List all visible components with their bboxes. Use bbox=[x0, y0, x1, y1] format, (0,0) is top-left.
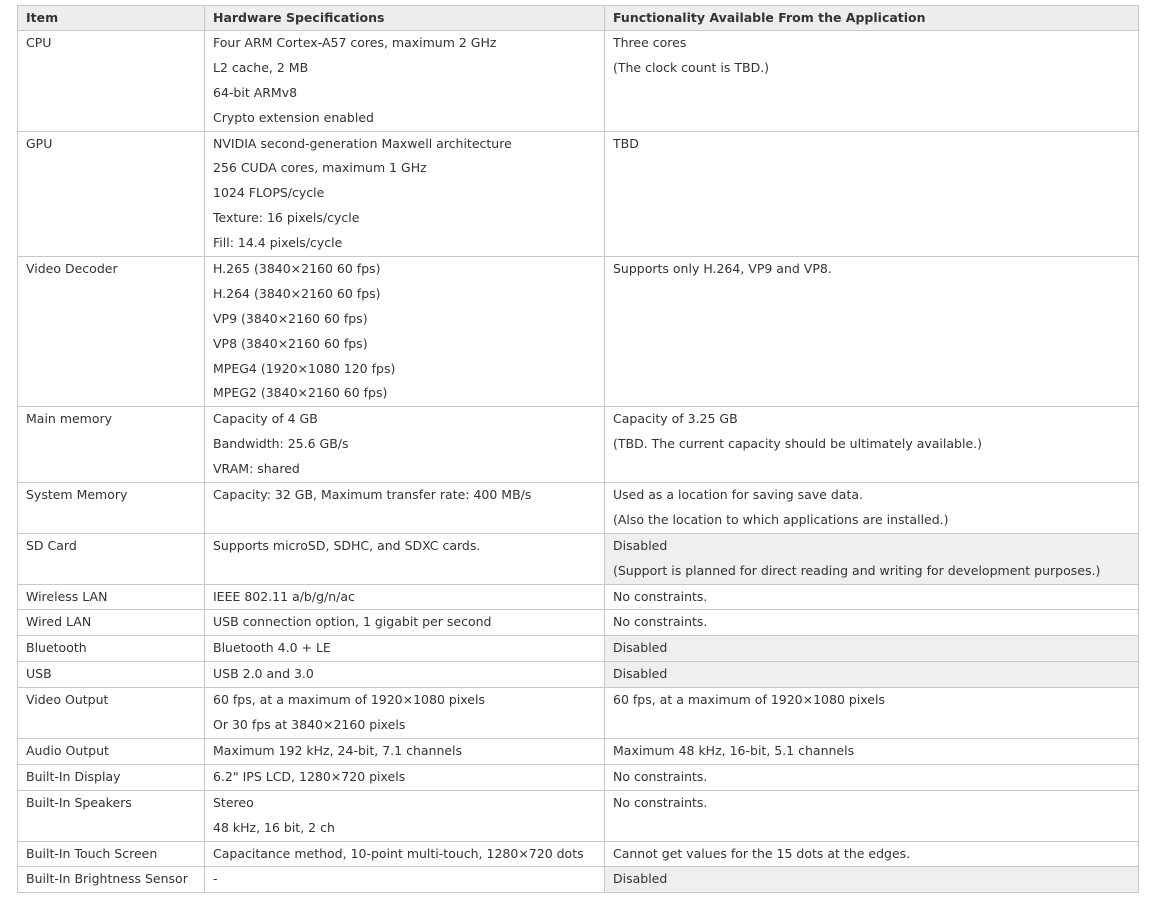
item-cell bbox=[18, 790, 205, 841]
item-cell bbox=[18, 407, 205, 483]
application-functionality-cell bbox=[605, 31, 1139, 132]
application-functionality-cell bbox=[605, 257, 1139, 407]
table-row bbox=[18, 662, 1139, 688]
item-name: Video Decoder bbox=[26, 261, 118, 277]
application-functionality-line: Capacity of 3.25 GB bbox=[613, 411, 738, 427]
item-name: System Memory bbox=[26, 487, 128, 503]
hardware-spec-line: VP9 (3840×2160 60 fps) bbox=[213, 310, 368, 326]
item-cell bbox=[18, 131, 205, 256]
application-functionality-cell bbox=[605, 407, 1139, 483]
item-cell bbox=[18, 483, 205, 534]
application-functionality-cell bbox=[605, 867, 1139, 893]
hardware-spec-cell bbox=[205, 764, 605, 790]
application-functionality-line: TBD bbox=[613, 135, 639, 151]
hardware-spec-line: 64-bit ARMv8 bbox=[213, 84, 298, 100]
hardware-spec-cell bbox=[205, 257, 605, 407]
application-functionality-cell bbox=[605, 841, 1139, 867]
hardware-spec-line: Capacity of 4 GB bbox=[213, 411, 318, 427]
hardware-spec-cell bbox=[205, 688, 605, 739]
table-row bbox=[18, 483, 1139, 534]
table-row bbox=[18, 610, 1139, 636]
application-functionality-line: (TBD. The current capacity should be ultimately available.) bbox=[613, 436, 982, 452]
spec-table bbox=[17, 5, 1139, 893]
table-row bbox=[18, 31, 1139, 132]
application-functionality-cell bbox=[605, 131, 1139, 256]
hardware-spec-line: 60 fps, at a maximum of 1920×1080 pixels bbox=[213, 692, 485, 708]
table-row bbox=[18, 131, 1139, 256]
hardware-spec-line: Capacitance method, 10-point multi-touch, 1280×720 dots bbox=[213, 845, 584, 861]
hardware-spec-line: Stereo bbox=[213, 794, 254, 810]
item-cell bbox=[18, 584, 205, 610]
table-row bbox=[18, 867, 1139, 893]
header-item: Item bbox=[18, 6, 205, 31]
item-name: Bluetooth bbox=[26, 640, 87, 656]
application-functionality-line: Maximum 48 kHz, 16-bit, 5.1 channels bbox=[613, 742, 855, 758]
hardware-spec-cell bbox=[205, 636, 605, 662]
hardware-spec-line: MPEG4 (1920×1080 120 fps) bbox=[213, 360, 396, 376]
item-name: Wireless LAN bbox=[26, 588, 108, 604]
hardware-spec-line: VP8 (3840×2160 60 fps) bbox=[213, 335, 368, 351]
application-functionality-line: No constraints. bbox=[613, 768, 708, 784]
item-name: Built-In Brightness Sensor bbox=[26, 871, 188, 887]
item-name: Audio Output bbox=[26, 742, 109, 758]
table-header bbox=[18, 6, 1139, 31]
hardware-spec-line: 256 CUDA cores, maximum 1 GHz bbox=[213, 160, 427, 176]
table-row bbox=[18, 257, 1139, 407]
hardware-spec-line: MPEG2 (3840×2160 60 fps) bbox=[213, 385, 388, 401]
hardware-spec-line: 48 kHz, 16 bit, 2 ch bbox=[213, 819, 335, 835]
table-row bbox=[18, 841, 1139, 867]
hardware-spec-line: 1024 FLOPS/cycle bbox=[213, 185, 325, 201]
hardware-spec-line: - bbox=[213, 871, 218, 887]
hardware-spec-line: H.264 (3840×2160 60 fps) bbox=[213, 285, 381, 301]
item-cell bbox=[18, 31, 205, 132]
application-functionality-cell bbox=[605, 662, 1139, 688]
item-cell bbox=[18, 257, 205, 407]
application-functionality-line: (Also the location to which applications are installed.) bbox=[613, 511, 949, 527]
application-functionality-line: (Support is planned for direct reading and writing for development purposes.) bbox=[613, 562, 1101, 578]
hardware-spec-line: 6.2" IPS LCD, 1280×720 pixels bbox=[213, 768, 406, 784]
hardware-spec-line: Or 30 fps at 3840×2160 pixels bbox=[213, 717, 406, 733]
application-functionality-line: Three cores bbox=[613, 35, 687, 50]
application-functionality-line: No constraints. bbox=[613, 588, 708, 604]
item-name: Built-In Touch Screen bbox=[26, 845, 158, 861]
hardware-spec-line: Maximum 192 kHz, 24-bit, 7.1 channels bbox=[213, 742, 463, 758]
item-name: SD Card bbox=[26, 537, 77, 553]
hardware-spec-line: Bluetooth 4.0 + LE bbox=[213, 640, 331, 656]
table-row bbox=[18, 790, 1139, 841]
hardware-spec-cell bbox=[205, 867, 605, 893]
item-cell bbox=[18, 636, 205, 662]
application-functionality-cell bbox=[605, 764, 1139, 790]
hardware-spec-line: Four ARM Cortex-A57 cores, maximum 2 GHz bbox=[213, 35, 497, 50]
table-row bbox=[18, 636, 1139, 662]
table-row bbox=[18, 584, 1139, 610]
hardware-spec-line: H.265 (3840×2160 60 fps) bbox=[213, 261, 381, 277]
item-cell bbox=[18, 867, 205, 893]
item-cell bbox=[18, 610, 205, 636]
hardware-spec-cell bbox=[205, 841, 605, 867]
application-functionality-cell bbox=[605, 533, 1139, 584]
item-cell bbox=[18, 662, 205, 688]
hardware-spec-line: VRAM: shared bbox=[213, 461, 300, 477]
item-cell bbox=[18, 764, 205, 790]
item-cell bbox=[18, 841, 205, 867]
item-name: GPU bbox=[26, 135, 53, 151]
item-name: CPU bbox=[26, 35, 52, 50]
hardware-spec-line: Capacity: 32 GB, Maximum transfer rate: 400 MB/s bbox=[213, 487, 532, 503]
application-functionality-line: Disabled bbox=[613, 537, 668, 553]
hardware-spec-cell bbox=[205, 533, 605, 584]
item-name: Built-In Speakers bbox=[26, 794, 132, 810]
hardware-spec-line: Fill: 14.4 pixels/cycle bbox=[213, 235, 343, 251]
hardware-spec-line: USB connection option, 1 gigabit per second bbox=[213, 614, 492, 630]
hardware-spec-cell bbox=[205, 31, 605, 132]
hardware-spec-cell bbox=[205, 131, 605, 256]
table-row bbox=[18, 764, 1139, 790]
item-name: Wired LAN bbox=[26, 614, 92, 630]
application-functionality-line: No constraints. bbox=[613, 794, 708, 810]
item-name: USB bbox=[26, 666, 52, 682]
hardware-spec-cell bbox=[205, 483, 605, 534]
table-row bbox=[18, 407, 1139, 483]
application-functionality-cell bbox=[605, 738, 1139, 764]
application-functionality-cell bbox=[605, 610, 1139, 636]
hardware-spec-line: USB 2.0 and 3.0 bbox=[213, 666, 314, 682]
hardware-spec-cell bbox=[205, 662, 605, 688]
item-cell bbox=[18, 688, 205, 739]
hardware-spec-cell bbox=[205, 584, 605, 610]
item-name: Video Output bbox=[26, 692, 109, 708]
application-functionality-line: Disabled bbox=[613, 666, 668, 682]
application-functionality-cell bbox=[605, 688, 1139, 739]
hardware-spec-cell bbox=[205, 407, 605, 483]
application-functionality-cell bbox=[605, 636, 1139, 662]
hardware-spec-line: NVIDIA second-generation Maxwell architecture bbox=[213, 135, 512, 151]
hardware-spec-line: Supports microSD, SDHC, and SDXC cards. bbox=[213, 537, 481, 553]
application-functionality-line: No constraints. bbox=[613, 614, 708, 630]
application-functionality-line: 60 fps, at a maximum of 1920×1080 pixels bbox=[613, 692, 885, 708]
hardware-spec-cell bbox=[205, 610, 605, 636]
hardware-spec-line: Bandwidth: 25.6 GB/s bbox=[213, 436, 349, 452]
table-body bbox=[18, 31, 1139, 893]
header-application-functionality: Functionality Available From the Application bbox=[605, 6, 1139, 31]
application-functionality-line: Cannot get values for the 15 dots at the edges. bbox=[613, 845, 911, 861]
application-functionality-line: Supports only H.264, VP9 and VP8. bbox=[613, 261, 832, 277]
table-row bbox=[18, 533, 1139, 584]
hardware-spec-line: L2 cache, 2 MB bbox=[213, 59, 309, 75]
hardware-spec-cell bbox=[205, 738, 605, 764]
application-functionality-line: Used as a location for saving save data. bbox=[613, 487, 864, 503]
application-functionality-cell bbox=[605, 584, 1139, 610]
item-name: Built-In Display bbox=[26, 768, 121, 784]
hardware-spec-line: Texture: 16 pixels/cycle bbox=[213, 210, 360, 226]
hardware-spec-line: IEEE 802.11 a/b/g/n/ac bbox=[213, 588, 355, 604]
application-functionality-cell bbox=[605, 790, 1139, 841]
application-functionality-cell bbox=[605, 483, 1139, 534]
hardware-spec-cell bbox=[205, 790, 605, 841]
hardware-spec-line: Crypto extension enabled bbox=[213, 109, 374, 125]
header-hardware-specifications: Hardware Specifications bbox=[205, 6, 605, 31]
table-row bbox=[18, 738, 1139, 764]
header-row bbox=[18, 6, 1139, 31]
item-cell bbox=[18, 738, 205, 764]
item-name: Main memory bbox=[26, 411, 113, 427]
application-functionality-line: Disabled bbox=[613, 640, 668, 656]
item-cell bbox=[18, 533, 205, 584]
table-row bbox=[18, 688, 1139, 739]
application-functionality-line: (The clock count is TBD.) bbox=[613, 59, 770, 75]
application-functionality-line: Disabled bbox=[613, 871, 668, 887]
